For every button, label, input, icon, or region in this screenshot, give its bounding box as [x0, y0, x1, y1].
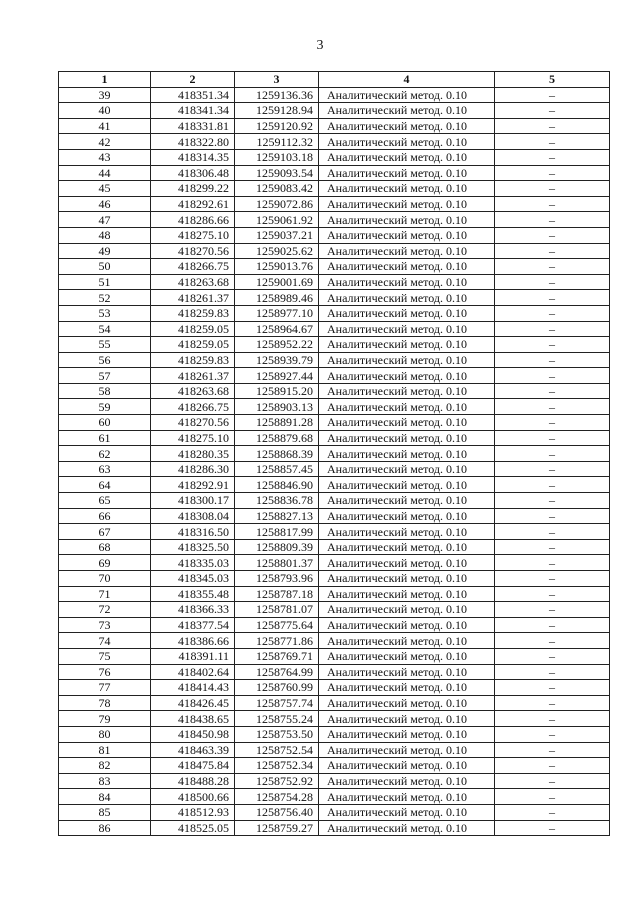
table-row [59, 695, 610, 711]
method-accuracy-cell: Аналитический метод. 0.10 [319, 524, 495, 540]
y-coordinate-cell: 1258927.44 [235, 368, 319, 384]
note-cell: – [495, 352, 610, 368]
note-cell: – [495, 461, 610, 477]
method-accuracy-cell: Аналитический метод. 0.10 [319, 586, 495, 602]
x-coordinate-cell: 418270.56 [151, 243, 235, 259]
y-coordinate-cell: 1258781.07 [235, 602, 319, 618]
method-accuracy-cell: Аналитический метод. 0.10 [319, 648, 495, 664]
y-coordinate-cell: 1259128.94 [235, 103, 319, 119]
table-row [59, 461, 610, 477]
y-coordinate-cell: 1259037.21 [235, 227, 319, 243]
y-coordinate-cell: 1258857.45 [235, 461, 319, 477]
y-coordinate-cell: 1259136.36 [235, 87, 319, 103]
x-coordinate-cell: 418355.48 [151, 586, 235, 602]
x-coordinate-cell: 418463.39 [151, 742, 235, 758]
point-number-cell: 74 [59, 633, 151, 649]
method-accuracy-cell: Аналитический метод. 0.10 [319, 290, 495, 306]
method-accuracy-cell: Аналитический метод. 0.10 [319, 368, 495, 384]
note-cell: – [495, 259, 610, 275]
table-row [59, 274, 610, 290]
table-row [59, 227, 610, 243]
point-number-cell: 41 [59, 118, 151, 134]
x-coordinate-cell: 418512.93 [151, 804, 235, 820]
table-row [59, 118, 610, 134]
method-accuracy-cell: Аналитический метод. 0.10 [319, 508, 495, 524]
y-coordinate-cell: 1259103.18 [235, 149, 319, 165]
table-row [59, 290, 610, 306]
method-accuracy-cell: Аналитический метод. 0.10 [319, 227, 495, 243]
x-coordinate-cell: 418292.91 [151, 477, 235, 493]
note-cell: – [495, 227, 610, 243]
y-coordinate-cell: 1259093.54 [235, 165, 319, 181]
x-coordinate-cell: 418525.05 [151, 820, 235, 836]
method-accuracy-cell: Аналитический метод. 0.10 [319, 804, 495, 820]
table-row [59, 758, 610, 774]
table-row [59, 633, 610, 649]
coordinates-table [58, 71, 610, 836]
method-accuracy-cell: Аналитический метод. 0.10 [319, 571, 495, 587]
method-accuracy-cell: Аналитический метод. 0.10 [319, 602, 495, 618]
method-accuracy-cell: Аналитический метод. 0.10 [319, 212, 495, 228]
y-coordinate-cell: 1258760.99 [235, 680, 319, 696]
point-number-cell: 85 [59, 804, 151, 820]
point-number-cell: 84 [59, 789, 151, 805]
x-coordinate-cell: 418300.17 [151, 493, 235, 509]
table-row [59, 352, 610, 368]
method-accuracy-cell: Аналитический метод. 0.10 [319, 321, 495, 337]
method-accuracy-cell: Аналитический метод. 0.10 [319, 617, 495, 633]
x-coordinate-cell: 418286.30 [151, 461, 235, 477]
method-accuracy-cell: Аналитический метод. 0.10 [319, 742, 495, 758]
point-number-cell: 55 [59, 337, 151, 353]
table-row [59, 305, 610, 321]
note-cell: – [495, 508, 610, 524]
point-number-cell: 71 [59, 586, 151, 602]
point-number-cell: 72 [59, 602, 151, 618]
x-coordinate-cell: 418341.34 [151, 103, 235, 119]
point-number-cell: 52 [59, 290, 151, 306]
table-row [59, 804, 610, 820]
point-number-cell: 54 [59, 321, 151, 337]
y-coordinate-cell: 1258817.99 [235, 524, 319, 540]
x-coordinate-cell: 418335.03 [151, 555, 235, 571]
x-coordinate-cell: 418259.83 [151, 305, 235, 321]
method-accuracy-cell: Аналитический метод. 0.10 [319, 477, 495, 493]
note-cell: – [495, 742, 610, 758]
x-coordinate-cell: 418266.75 [151, 259, 235, 275]
note-cell: – [495, 726, 610, 742]
table-row [59, 711, 610, 727]
point-number-cell: 79 [59, 711, 151, 727]
note-cell: – [495, 103, 610, 119]
table-row [59, 430, 610, 446]
y-coordinate-cell: 1258759.27 [235, 820, 319, 836]
note-cell: – [495, 633, 610, 649]
point-number-cell: 47 [59, 212, 151, 228]
x-coordinate-cell: 418259.05 [151, 337, 235, 353]
point-number-cell: 80 [59, 726, 151, 742]
note-cell: – [495, 181, 610, 197]
method-accuracy-cell: Аналитический метод. 0.10 [319, 305, 495, 321]
note-cell: – [495, 695, 610, 711]
point-number-cell: 57 [59, 368, 151, 384]
table-row [59, 524, 610, 540]
column-header-4: 4 [319, 72, 495, 88]
table-row [59, 602, 610, 618]
y-coordinate-cell: 1259072.86 [235, 196, 319, 212]
y-coordinate-cell: 1258836.78 [235, 493, 319, 509]
method-accuracy-cell: Аналитический метод. 0.10 [319, 539, 495, 555]
table-row [59, 648, 610, 664]
method-accuracy-cell: Аналитический метод. 0.10 [319, 773, 495, 789]
note-cell: – [495, 664, 610, 680]
table-row [59, 508, 610, 524]
note-cell: – [495, 758, 610, 774]
table-body [59, 87, 610, 836]
x-coordinate-cell: 418331.81 [151, 118, 235, 134]
note-cell: – [495, 337, 610, 353]
method-accuracy-cell: Аналитический метод. 0.10 [319, 555, 495, 571]
point-number-cell: 69 [59, 555, 151, 571]
point-number-cell: 66 [59, 508, 151, 524]
note-cell: – [495, 368, 610, 384]
point-number-cell: 42 [59, 134, 151, 150]
note-cell: – [495, 383, 610, 399]
method-accuracy-cell: Аналитический метод. 0.10 [319, 383, 495, 399]
x-coordinate-cell: 418377.54 [151, 617, 235, 633]
y-coordinate-cell: 1259120.92 [235, 118, 319, 134]
method-accuracy-cell: Аналитический метод. 0.10 [319, 789, 495, 805]
x-coordinate-cell: 418402.64 [151, 664, 235, 680]
x-coordinate-cell: 418259.83 [151, 352, 235, 368]
table-row [59, 181, 610, 197]
column-header-1: 1 [59, 72, 151, 88]
y-coordinate-cell: 1259013.76 [235, 259, 319, 275]
method-accuracy-cell: Аналитический метод. 0.10 [319, 196, 495, 212]
point-number-cell: 77 [59, 680, 151, 696]
y-coordinate-cell: 1258891.28 [235, 415, 319, 431]
note-cell: – [495, 555, 610, 571]
x-coordinate-cell: 418426.45 [151, 695, 235, 711]
x-coordinate-cell: 418275.10 [151, 227, 235, 243]
x-coordinate-cell: 418275.10 [151, 430, 235, 446]
x-coordinate-cell: 418259.05 [151, 321, 235, 337]
note-cell: – [495, 602, 610, 618]
y-coordinate-cell: 1258846.90 [235, 477, 319, 493]
table-row [59, 383, 610, 399]
y-coordinate-cell: 1258868.39 [235, 446, 319, 462]
y-coordinate-cell: 1259025.62 [235, 243, 319, 259]
x-coordinate-cell: 418351.34 [151, 87, 235, 103]
x-coordinate-cell: 418366.33 [151, 602, 235, 618]
y-coordinate-cell: 1258964.67 [235, 321, 319, 337]
table-row [59, 820, 610, 836]
point-number-cell: 39 [59, 87, 151, 103]
y-coordinate-cell: 1258977.10 [235, 305, 319, 321]
note-cell: – [495, 539, 610, 555]
x-coordinate-cell: 418299.22 [151, 181, 235, 197]
note-cell: – [495, 212, 610, 228]
note-cell: – [495, 711, 610, 727]
y-coordinate-cell: 1258752.92 [235, 773, 319, 789]
x-coordinate-cell: 418314.35 [151, 149, 235, 165]
note-cell: – [495, 87, 610, 103]
x-coordinate-cell: 418475.84 [151, 758, 235, 774]
point-number-cell: 40 [59, 103, 151, 119]
table-row [59, 103, 610, 119]
table-row [59, 212, 610, 228]
y-coordinate-cell: 1258775.64 [235, 617, 319, 633]
y-coordinate-cell: 1258757.74 [235, 695, 319, 711]
method-accuracy-cell: Аналитический метод. 0.10 [319, 758, 495, 774]
x-coordinate-cell: 418438.65 [151, 711, 235, 727]
table-row [59, 243, 610, 259]
point-number-cell: 78 [59, 695, 151, 711]
table-row [59, 586, 610, 602]
note-cell: – [495, 804, 610, 820]
note-cell: – [495, 680, 610, 696]
y-coordinate-cell: 1258952.22 [235, 337, 319, 353]
point-number-cell: 53 [59, 305, 151, 321]
method-accuracy-cell: Аналитический метод. 0.10 [319, 680, 495, 696]
table-header-row [59, 72, 610, 88]
note-cell: – [495, 789, 610, 805]
point-number-cell: 58 [59, 383, 151, 399]
method-accuracy-cell: Аналитический метод. 0.10 [319, 461, 495, 477]
point-number-cell: 81 [59, 742, 151, 758]
point-number-cell: 43 [59, 149, 151, 165]
table-row [59, 321, 610, 337]
point-number-cell: 70 [59, 571, 151, 587]
method-accuracy-cell: Аналитический метод. 0.10 [319, 399, 495, 415]
column-header-2: 2 [151, 72, 235, 88]
y-coordinate-cell: 1258801.37 [235, 555, 319, 571]
method-accuracy-cell: Аналитический метод. 0.10 [319, 243, 495, 259]
method-accuracy-cell: Аналитический метод. 0.10 [319, 415, 495, 431]
method-accuracy-cell: Аналитический метод. 0.10 [319, 430, 495, 446]
y-coordinate-cell: 1258787.18 [235, 586, 319, 602]
note-cell: – [495, 617, 610, 633]
x-coordinate-cell: 418345.03 [151, 571, 235, 587]
table-row [59, 726, 610, 742]
note-cell: – [495, 243, 610, 259]
point-number-cell: 45 [59, 181, 151, 197]
x-coordinate-cell: 418325.50 [151, 539, 235, 555]
x-coordinate-cell: 418386.66 [151, 633, 235, 649]
y-coordinate-cell: 1258809.39 [235, 539, 319, 555]
point-number-cell: 73 [59, 617, 151, 633]
x-coordinate-cell: 418500.66 [151, 789, 235, 805]
table-row [59, 415, 610, 431]
method-accuracy-cell: Аналитический метод. 0.10 [319, 103, 495, 119]
note-cell: – [495, 290, 610, 306]
table-row [59, 259, 610, 275]
method-accuracy-cell: Аналитический метод. 0.10 [319, 493, 495, 509]
page-number: 3 [316, 38, 324, 53]
note-cell: – [495, 430, 610, 446]
point-number-cell: 83 [59, 773, 151, 789]
point-number-cell: 62 [59, 446, 151, 462]
note-cell: – [495, 820, 610, 836]
x-coordinate-cell: 418286.66 [151, 212, 235, 228]
point-number-cell: 82 [59, 758, 151, 774]
y-coordinate-cell: 1258752.54 [235, 742, 319, 758]
point-number-cell: 48 [59, 227, 151, 243]
note-cell: – [495, 446, 610, 462]
x-coordinate-cell: 418266.75 [151, 399, 235, 415]
point-number-cell: 63 [59, 461, 151, 477]
method-accuracy-cell: Аналитический метод. 0.10 [319, 446, 495, 462]
point-number-cell: 50 [59, 259, 151, 275]
point-number-cell: 86 [59, 820, 151, 836]
y-coordinate-cell: 1258764.99 [235, 664, 319, 680]
y-coordinate-cell: 1258827.13 [235, 508, 319, 524]
x-coordinate-cell: 418261.37 [151, 290, 235, 306]
note-cell: – [495, 415, 610, 431]
y-coordinate-cell: 1259083.42 [235, 181, 319, 197]
point-number-cell: 56 [59, 352, 151, 368]
x-coordinate-cell: 418306.48 [151, 165, 235, 181]
method-accuracy-cell: Аналитический метод. 0.10 [319, 695, 495, 711]
y-coordinate-cell: 1258939.79 [235, 352, 319, 368]
table-row [59, 368, 610, 384]
method-accuracy-cell: Аналитический метод. 0.10 [319, 165, 495, 181]
table-row [59, 555, 610, 571]
method-accuracy-cell: Аналитический метод. 0.10 [319, 134, 495, 150]
table-row [59, 493, 610, 509]
point-number-cell: 67 [59, 524, 151, 540]
table-row [59, 196, 610, 212]
note-cell: – [495, 586, 610, 602]
y-coordinate-cell: 1259001.69 [235, 274, 319, 290]
table-row [59, 446, 610, 462]
point-number-cell: 75 [59, 648, 151, 664]
x-coordinate-cell: 418263.68 [151, 383, 235, 399]
table-row [59, 477, 610, 493]
note-cell: – [495, 399, 610, 415]
x-coordinate-cell: 418322.80 [151, 134, 235, 150]
point-number-cell: 49 [59, 243, 151, 259]
y-coordinate-cell: 1258903.13 [235, 399, 319, 415]
y-coordinate-cell: 1258752.34 [235, 758, 319, 774]
y-coordinate-cell: 1259061.92 [235, 212, 319, 228]
table-row [59, 165, 610, 181]
point-number-cell: 51 [59, 274, 151, 290]
table-row [59, 773, 610, 789]
point-number-cell: 61 [59, 430, 151, 446]
note-cell: – [495, 648, 610, 664]
x-coordinate-cell: 418280.35 [151, 446, 235, 462]
y-coordinate-cell: 1258793.96 [235, 571, 319, 587]
point-number-cell: 46 [59, 196, 151, 212]
table-row [59, 134, 610, 150]
x-coordinate-cell: 418270.56 [151, 415, 235, 431]
point-number-cell: 68 [59, 539, 151, 555]
column-header-3: 3 [235, 72, 319, 88]
method-accuracy-cell: Аналитический метод. 0.10 [319, 259, 495, 275]
note-cell: – [495, 493, 610, 509]
note-cell: – [495, 149, 610, 165]
y-coordinate-cell: 1258989.46 [235, 290, 319, 306]
column-header-5: 5 [495, 72, 610, 88]
note-cell: – [495, 165, 610, 181]
y-coordinate-cell: 1258915.20 [235, 383, 319, 399]
y-coordinate-cell: 1258755.24 [235, 711, 319, 727]
note-cell: – [495, 321, 610, 337]
x-coordinate-cell: 418316.50 [151, 524, 235, 540]
table-row [59, 617, 610, 633]
x-coordinate-cell: 418488.28 [151, 773, 235, 789]
table-row [59, 337, 610, 353]
method-accuracy-cell: Аналитический метод. 0.10 [319, 274, 495, 290]
table-row [59, 789, 610, 805]
note-cell: – [495, 477, 610, 493]
y-coordinate-cell: 1259112.32 [235, 134, 319, 150]
method-accuracy-cell: Аналитический метод. 0.10 [319, 337, 495, 353]
method-accuracy-cell: Аналитический метод. 0.10 [319, 352, 495, 368]
method-accuracy-cell: Аналитический метод. 0.10 [319, 118, 495, 134]
point-number-cell: 44 [59, 165, 151, 181]
y-coordinate-cell: 1258879.68 [235, 430, 319, 446]
y-coordinate-cell: 1258756.40 [235, 804, 319, 820]
note-cell: – [495, 118, 610, 134]
point-number-cell: 59 [59, 399, 151, 415]
method-accuracy-cell: Аналитический метод. 0.10 [319, 87, 495, 103]
table-row [59, 87, 610, 103]
note-cell: – [495, 571, 610, 587]
note-cell: – [495, 305, 610, 321]
x-coordinate-cell: 418308.04 [151, 508, 235, 524]
x-coordinate-cell: 418263.68 [151, 274, 235, 290]
method-accuracy-cell: Аналитический метод. 0.10 [319, 711, 495, 727]
note-cell: – [495, 773, 610, 789]
y-coordinate-cell: 1258753.50 [235, 726, 319, 742]
table-row [59, 149, 610, 165]
method-accuracy-cell: Аналитический метод. 0.10 [319, 726, 495, 742]
y-coordinate-cell: 1258769.71 [235, 648, 319, 664]
x-coordinate-cell: 418450.98 [151, 726, 235, 742]
note-cell: – [495, 196, 610, 212]
point-number-cell: 60 [59, 415, 151, 431]
method-accuracy-cell: Аналитический метод. 0.10 [319, 181, 495, 197]
table-row [59, 571, 610, 587]
y-coordinate-cell: 1258771.86 [235, 633, 319, 649]
table-row [59, 664, 610, 680]
table-row [59, 680, 610, 696]
x-coordinate-cell: 418391.11 [151, 648, 235, 664]
x-coordinate-cell: 418261.37 [151, 368, 235, 384]
x-coordinate-cell: 418292.61 [151, 196, 235, 212]
method-accuracy-cell: Аналитический метод. 0.10 [319, 149, 495, 165]
point-number-cell: 64 [59, 477, 151, 493]
point-number-cell: 65 [59, 493, 151, 509]
note-cell: – [495, 524, 610, 540]
note-cell: – [495, 134, 610, 150]
y-coordinate-cell: 1258754.28 [235, 789, 319, 805]
method-accuracy-cell: Аналитический метод. 0.10 [319, 664, 495, 680]
point-number-cell: 76 [59, 664, 151, 680]
table-row [59, 399, 610, 415]
table-row [59, 539, 610, 555]
method-accuracy-cell: Аналитический метод. 0.10 [319, 633, 495, 649]
note-cell: – [495, 274, 610, 290]
x-coordinate-cell: 418414.43 [151, 680, 235, 696]
method-accuracy-cell: Аналитический метод. 0.10 [319, 820, 495, 836]
table-row [59, 742, 610, 758]
